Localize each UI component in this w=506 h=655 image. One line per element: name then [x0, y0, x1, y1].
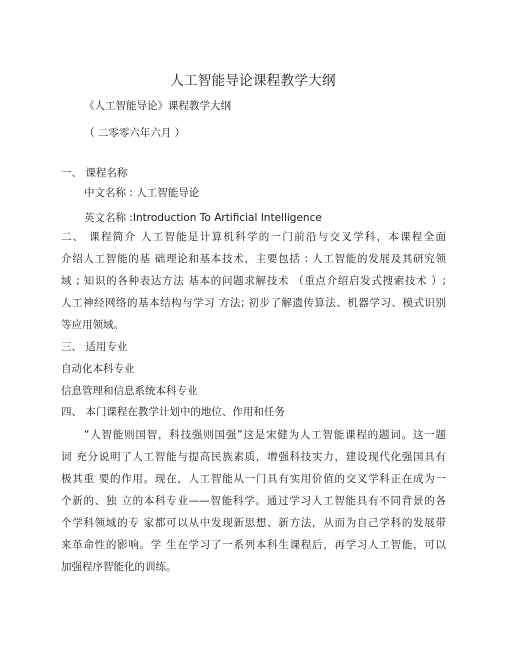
applicable-major-item: 信息管理和信息系统本科专业	[61, 385, 198, 397]
section-4-line: “人智能则国智，科技强则国强”这是宋健为人工智能课程的题词。这一题	[84, 429, 446, 441]
section-2-line: 介绍人工智能的基 础理论和基本技术，主要包括 : 人工智能的发展及其研究领	[61, 253, 446, 265]
document-subtitle: 《人工智能导论》课程教学大纲	[84, 100, 231, 112]
section-4-line: 个新的、独 立的本科专业——智能科学。通过学习人工智能具有不同背景的各	[61, 495, 446, 507]
course-chinese-name: 中文名称 : 人工智能导论	[84, 187, 200, 199]
section-2-line: 域 ; 知识的各种表达方法 基本的问题求解技术 （重点介绍启发式搜索技术 ）;	[61, 275, 446, 287]
section-4-heading: 四、 本门课程在教学计划中的地位、作用和任务	[61, 406, 285, 418]
section-3-heading: 三、 适用专业	[61, 341, 128, 353]
section-2-line: 二、 课程简介 人工智能是计算机科学的一门前沿与交叉学科，本课程全面	[61, 231, 446, 243]
section-2-line: 人工神经网络的基本结构与学习 方法; 初步了解遗传算法、机器学习、模式识别	[61, 297, 446, 309]
section-4-line: 加强程序智能化的训练。	[61, 561, 177, 573]
section-4-line: 来革命性的影响。学 生在学习了一系列本科生课程后，再学习人工智能，可以	[61, 539, 446, 551]
document-date: （ 二零零六年六月 ）	[84, 127, 186, 139]
section-2-line: 等应用领域。	[61, 319, 124, 331]
document-title: 人工智能导论课程教学大纲	[170, 73, 336, 89]
course-english-name: 英文名称 :Introduction To Artificial Intelligence	[84, 212, 322, 224]
section-4-line: 词 充分说明了人工智能与提高民族素质，增强科技实力，建设现代化强国具有	[61, 451, 446, 463]
applicable-major-item: 自动化本科专业	[61, 363, 135, 375]
section-4-line: 极其重 要的作用。现在，人工智能从一门具有实用价值的交叉学科正在成为一	[61, 473, 446, 485]
section-4-line: 个学科领域的专 家都可以从中发现新思想、新方法，从而为自己学科的发展带	[61, 517, 446, 529]
section-1-heading: 一、 课程名称	[61, 167, 128, 179]
